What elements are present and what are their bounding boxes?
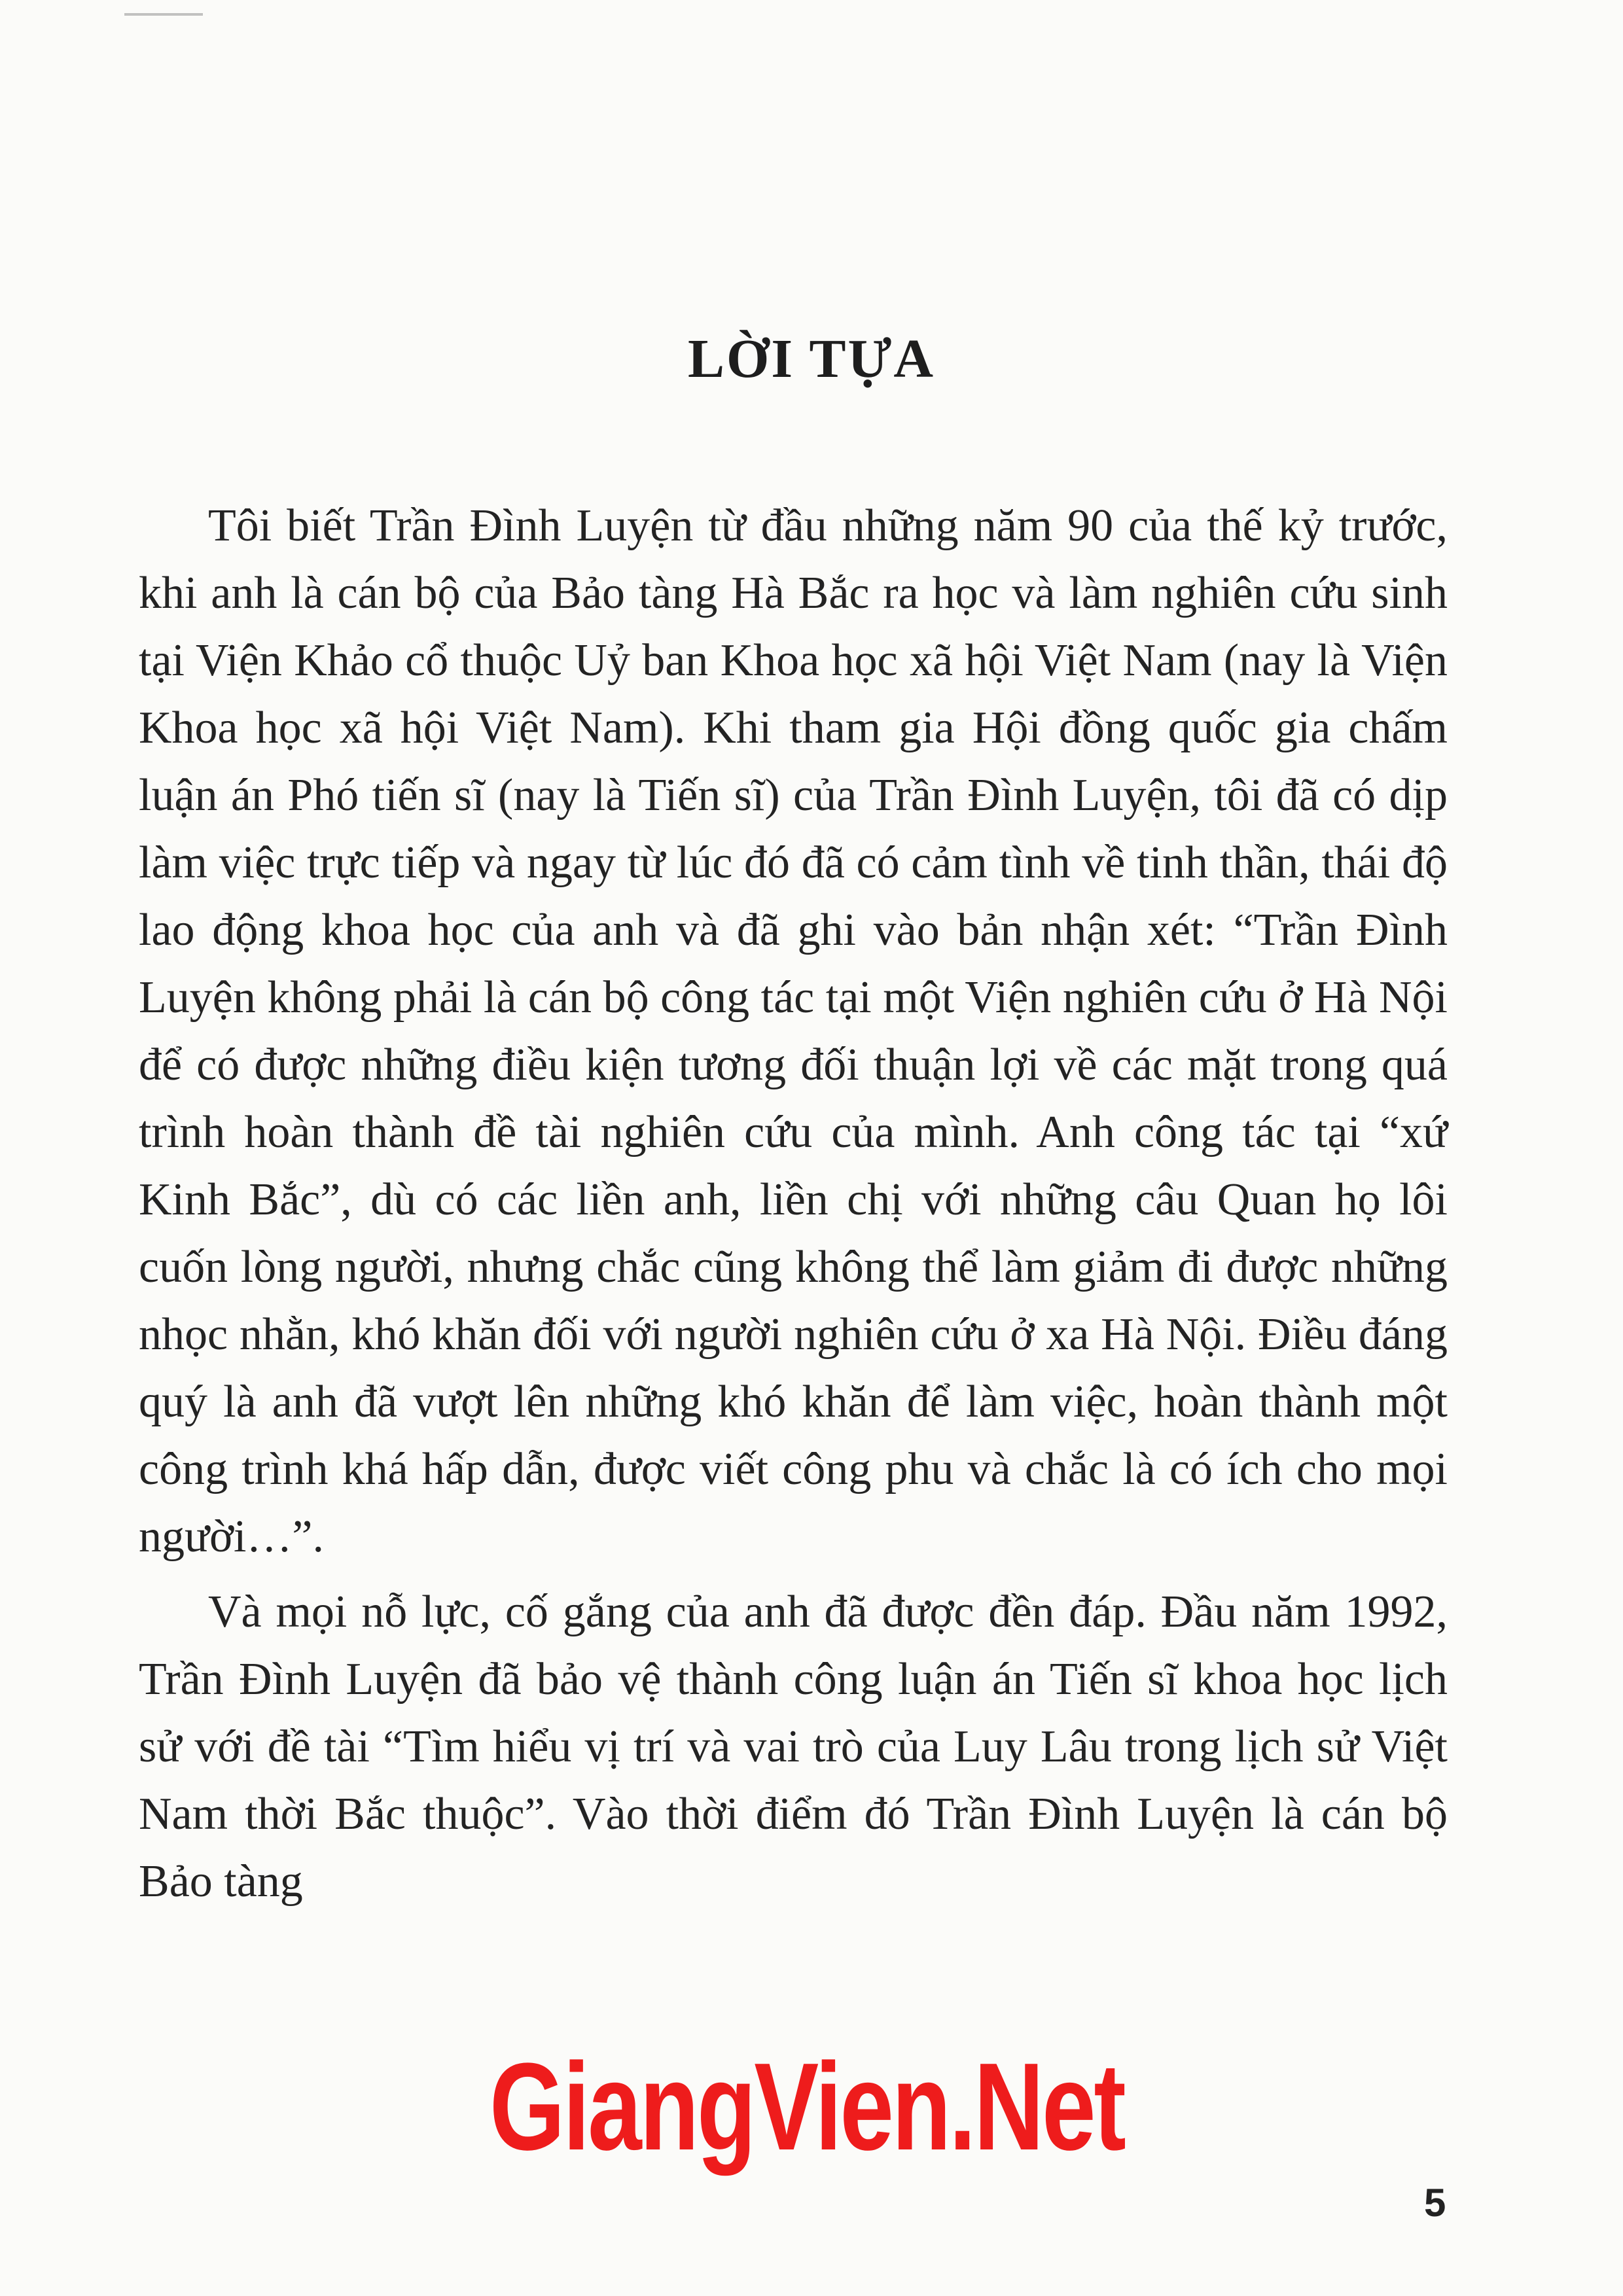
scan-edge-mark <box>124 13 203 16</box>
watermark: GiangVien.Net <box>490 2038 1124 2176</box>
page-title: LỜI TỰA <box>687 328 936 389</box>
page-number: 5 <box>1424 2181 1446 2225</box>
body-text <box>139 492 1448 1915</box>
paragraph: Và mọi nỗ lực, cố gắng của anh đã được đền đáp. Đầu năm 1992, Trần Đình Luyện đã bảo vệ thành công luận án Tiến sĩ khoa học lịch sử với đề tài “Tìm hiểu vị trí và vai trò của Luy Lâu trong lịch sử Việt Nam thời Bắc thuộc”. Vào thời điểm đó Trần Đình Luyện là cán bộ Bảo tàng <box>139 1587 1448 1907</box>
paragraph: Tôi biết Trần Đình Luyện từ đầu những năm 90 của thế kỷ trước, khi anh là cán bộ của Bảo tàng Hà Bắc ra học và làm nghiên cứu sinh tại Viện Khảo cổ thuộc Uỷ ban Khoa học xã hội Việt Nam (nay là Viện Khoa học xã hội Việt Nam). Khi tham gia Hội đồng quốc gia chấm luận án Phó tiến sĩ (nay là Tiến sĩ) của Trần Đình Luyện, tôi đã có dịp làm việc trực tiếp và ngay từ lúc đó đã có cảm tình về tinh thần, thái độ lao động khoa học của anh và đã ghi vào bản nhận xét: “Trần Đình Luyện không phải là cán bộ công tác tại một Viện nghiên cứu ở Hà Nội để có được những điều kiện tương đối thuận lợi về các mặt trong quá trình hoàn thành đề tài nghiên cứu của mình. Anh công tác tại “xứ Kinh Bắc”, dù có các liền anh, liền chị với những câu Quan họ lôi cuốn lòng người, nhưng chắc cũng không thể làm giảm đi được những nhọc nhằn, khó khăn đối với người nghiên cứu ở xa Hà Nội. Điều đáng quý là anh đã vượt lên những khó khăn để làm việc, hoàn thành một công trình khá hấp dẫn, được viết công phu và chắc là có ích cho mọi người…”. <box>139 501 1448 1562</box>
